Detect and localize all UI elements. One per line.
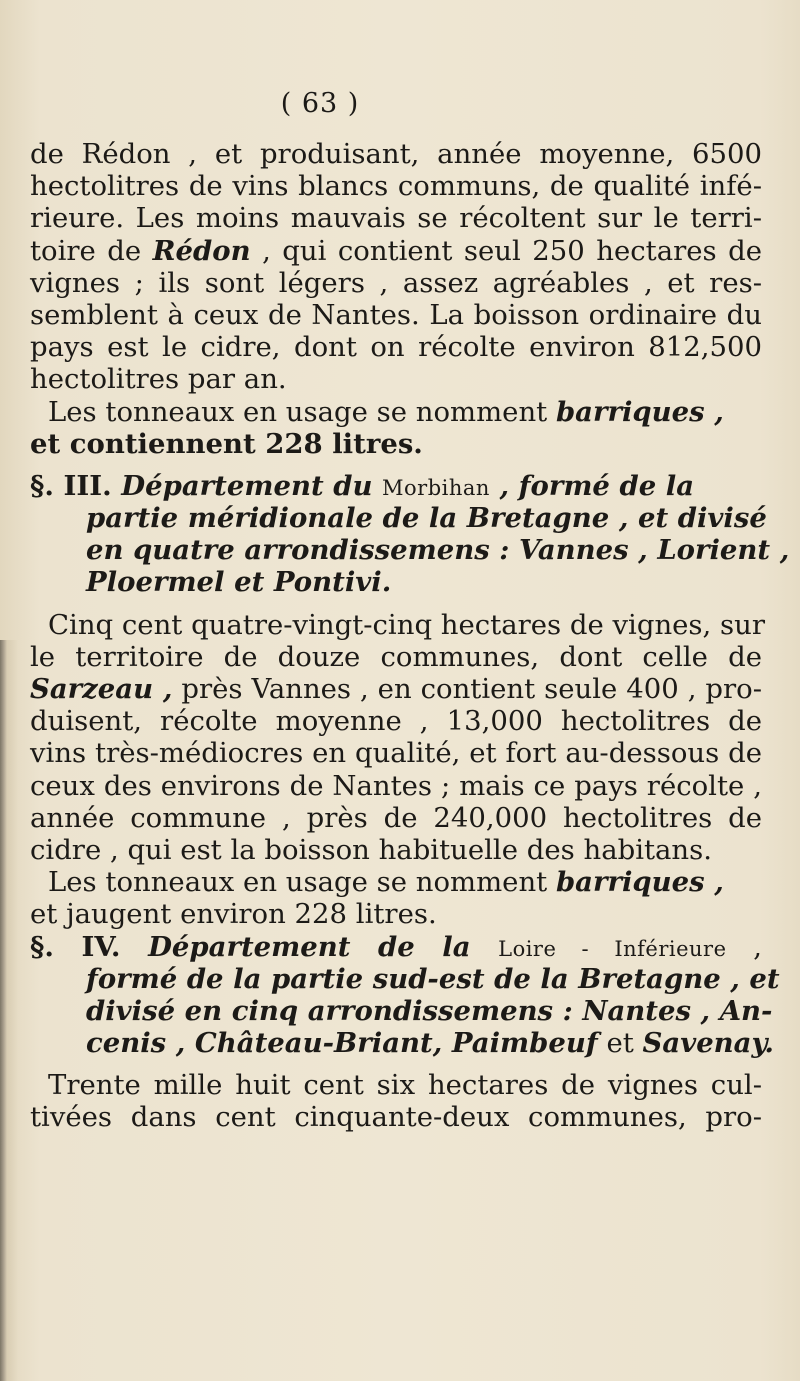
text-line: hectolitres par an. bbox=[30, 363, 287, 396]
text-line: ceux des environs de Nantes ; mais ce pays récolte , bbox=[30, 769, 762, 802]
page-number: ( 63 ) bbox=[280, 88, 360, 119]
text-segment: Savenay. bbox=[642, 1027, 774, 1060]
text-line: de Rédon , et produisant, année moyenne, 6500 bbox=[30, 138, 762, 170]
text-line: Ploermel et Pontivi. bbox=[86, 566, 392, 599]
paragraph-gap bbox=[30, 1059, 762, 1069]
text-segment: Sarzeau , bbox=[30, 673, 173, 705]
text-segment: , formé de la bbox=[489, 469, 695, 502]
text-segment: Département du bbox=[121, 469, 383, 502]
text-segment: toire de bbox=[30, 234, 153, 267]
page-body bbox=[30, 138, 790, 1134]
text-segment: Morbihan bbox=[382, 475, 490, 500]
text-line: Cinq cent quatre-vingt-cinq hectares de vignes, sur bbox=[48, 608, 766, 641]
text-segment: barriques , bbox=[555, 866, 724, 899]
text-line: et jaugent environ 228 litres. bbox=[30, 898, 437, 931]
text-segment: Les tonneaux en usage se nomment bbox=[48, 866, 556, 899]
text-segment: près Vannes , en contient seule 400 , pro- bbox=[172, 673, 762, 705]
text-segment: barriques , bbox=[555, 395, 724, 428]
text-segment: §. IV. bbox=[30, 930, 149, 963]
text-line: Trente mille huit cent six hectares de vignes cul- bbox=[48, 1069, 762, 1102]
paragraph-gap bbox=[30, 460, 762, 470]
text-line: semblent à ceux de Nantes. La boisson ordinaire du bbox=[30, 298, 762, 331]
text-segment: , qui contient seul 250 hectares de bbox=[250, 234, 762, 267]
text-line: le territoire de douze communes, dont celle de bbox=[30, 640, 762, 673]
text-line: partie méridionale de la Bretagne , et divisé bbox=[86, 502, 767, 535]
text-line: tivées dans cent cinquante-deux communes, pro- bbox=[30, 1101, 762, 1134]
text-line: hectolitres de vins blancs communs, de qualité infé- bbox=[30, 170, 762, 203]
text-segment: et bbox=[597, 1027, 643, 1060]
text-segment: Rédon bbox=[152, 234, 251, 267]
text-line: rieure. Les moins mauvais se récoltent sur le terri- bbox=[30, 202, 762, 235]
text-line bbox=[30, 931, 762, 963]
text-segment: Département de la bbox=[148, 930, 499, 963]
text-line: duisent, récolte moyenne , 13,000 hectolitres de bbox=[30, 705, 762, 738]
text-segment: §. III. bbox=[30, 469, 122, 502]
text-line bbox=[30, 235, 762, 267]
text-line bbox=[30, 396, 762, 428]
text-segment: Les tonneaux en usage se nomment bbox=[48, 395, 556, 428]
text-segment: cenis , Château-Briant, Paimbeuf bbox=[86, 1027, 598, 1060]
page-edge-shadow bbox=[0, 640, 18, 1381]
text-segment: , bbox=[726, 930, 763, 963]
text-line bbox=[30, 866, 762, 898]
paragraph-gap bbox=[30, 599, 762, 609]
text-line: pays est le cidre, dont on récolte environ 812,500 bbox=[30, 331, 762, 364]
text-line bbox=[30, 470, 762, 502]
text-line: vins très-médiocres en qualité, et fort au-dessous de bbox=[30, 737, 762, 770]
text-line: et contiennent 228 litres. bbox=[30, 427, 423, 460]
text-line: cidre , qui est la boisson habituelle des habitans. bbox=[30, 833, 712, 866]
text-line: divisé en cinq arrondissemens : Nantes , An- bbox=[86, 994, 773, 1027]
text-line: formé de la partie sud-est de la Bretagne , et bbox=[86, 962, 780, 995]
text-line: en quatre arrondissemens : Vannes , Lorient , bbox=[86, 534, 790, 567]
text-line: année commune , près de 240,000 hectolitres de bbox=[30, 801, 762, 834]
text-line bbox=[30, 673, 762, 705]
text-line bbox=[30, 1027, 774, 1060]
text-line: vignes ; ils sont légers , assez agréables , et res- bbox=[30, 266, 762, 299]
text-segment: Loire - Inférieure bbox=[498, 936, 727, 961]
